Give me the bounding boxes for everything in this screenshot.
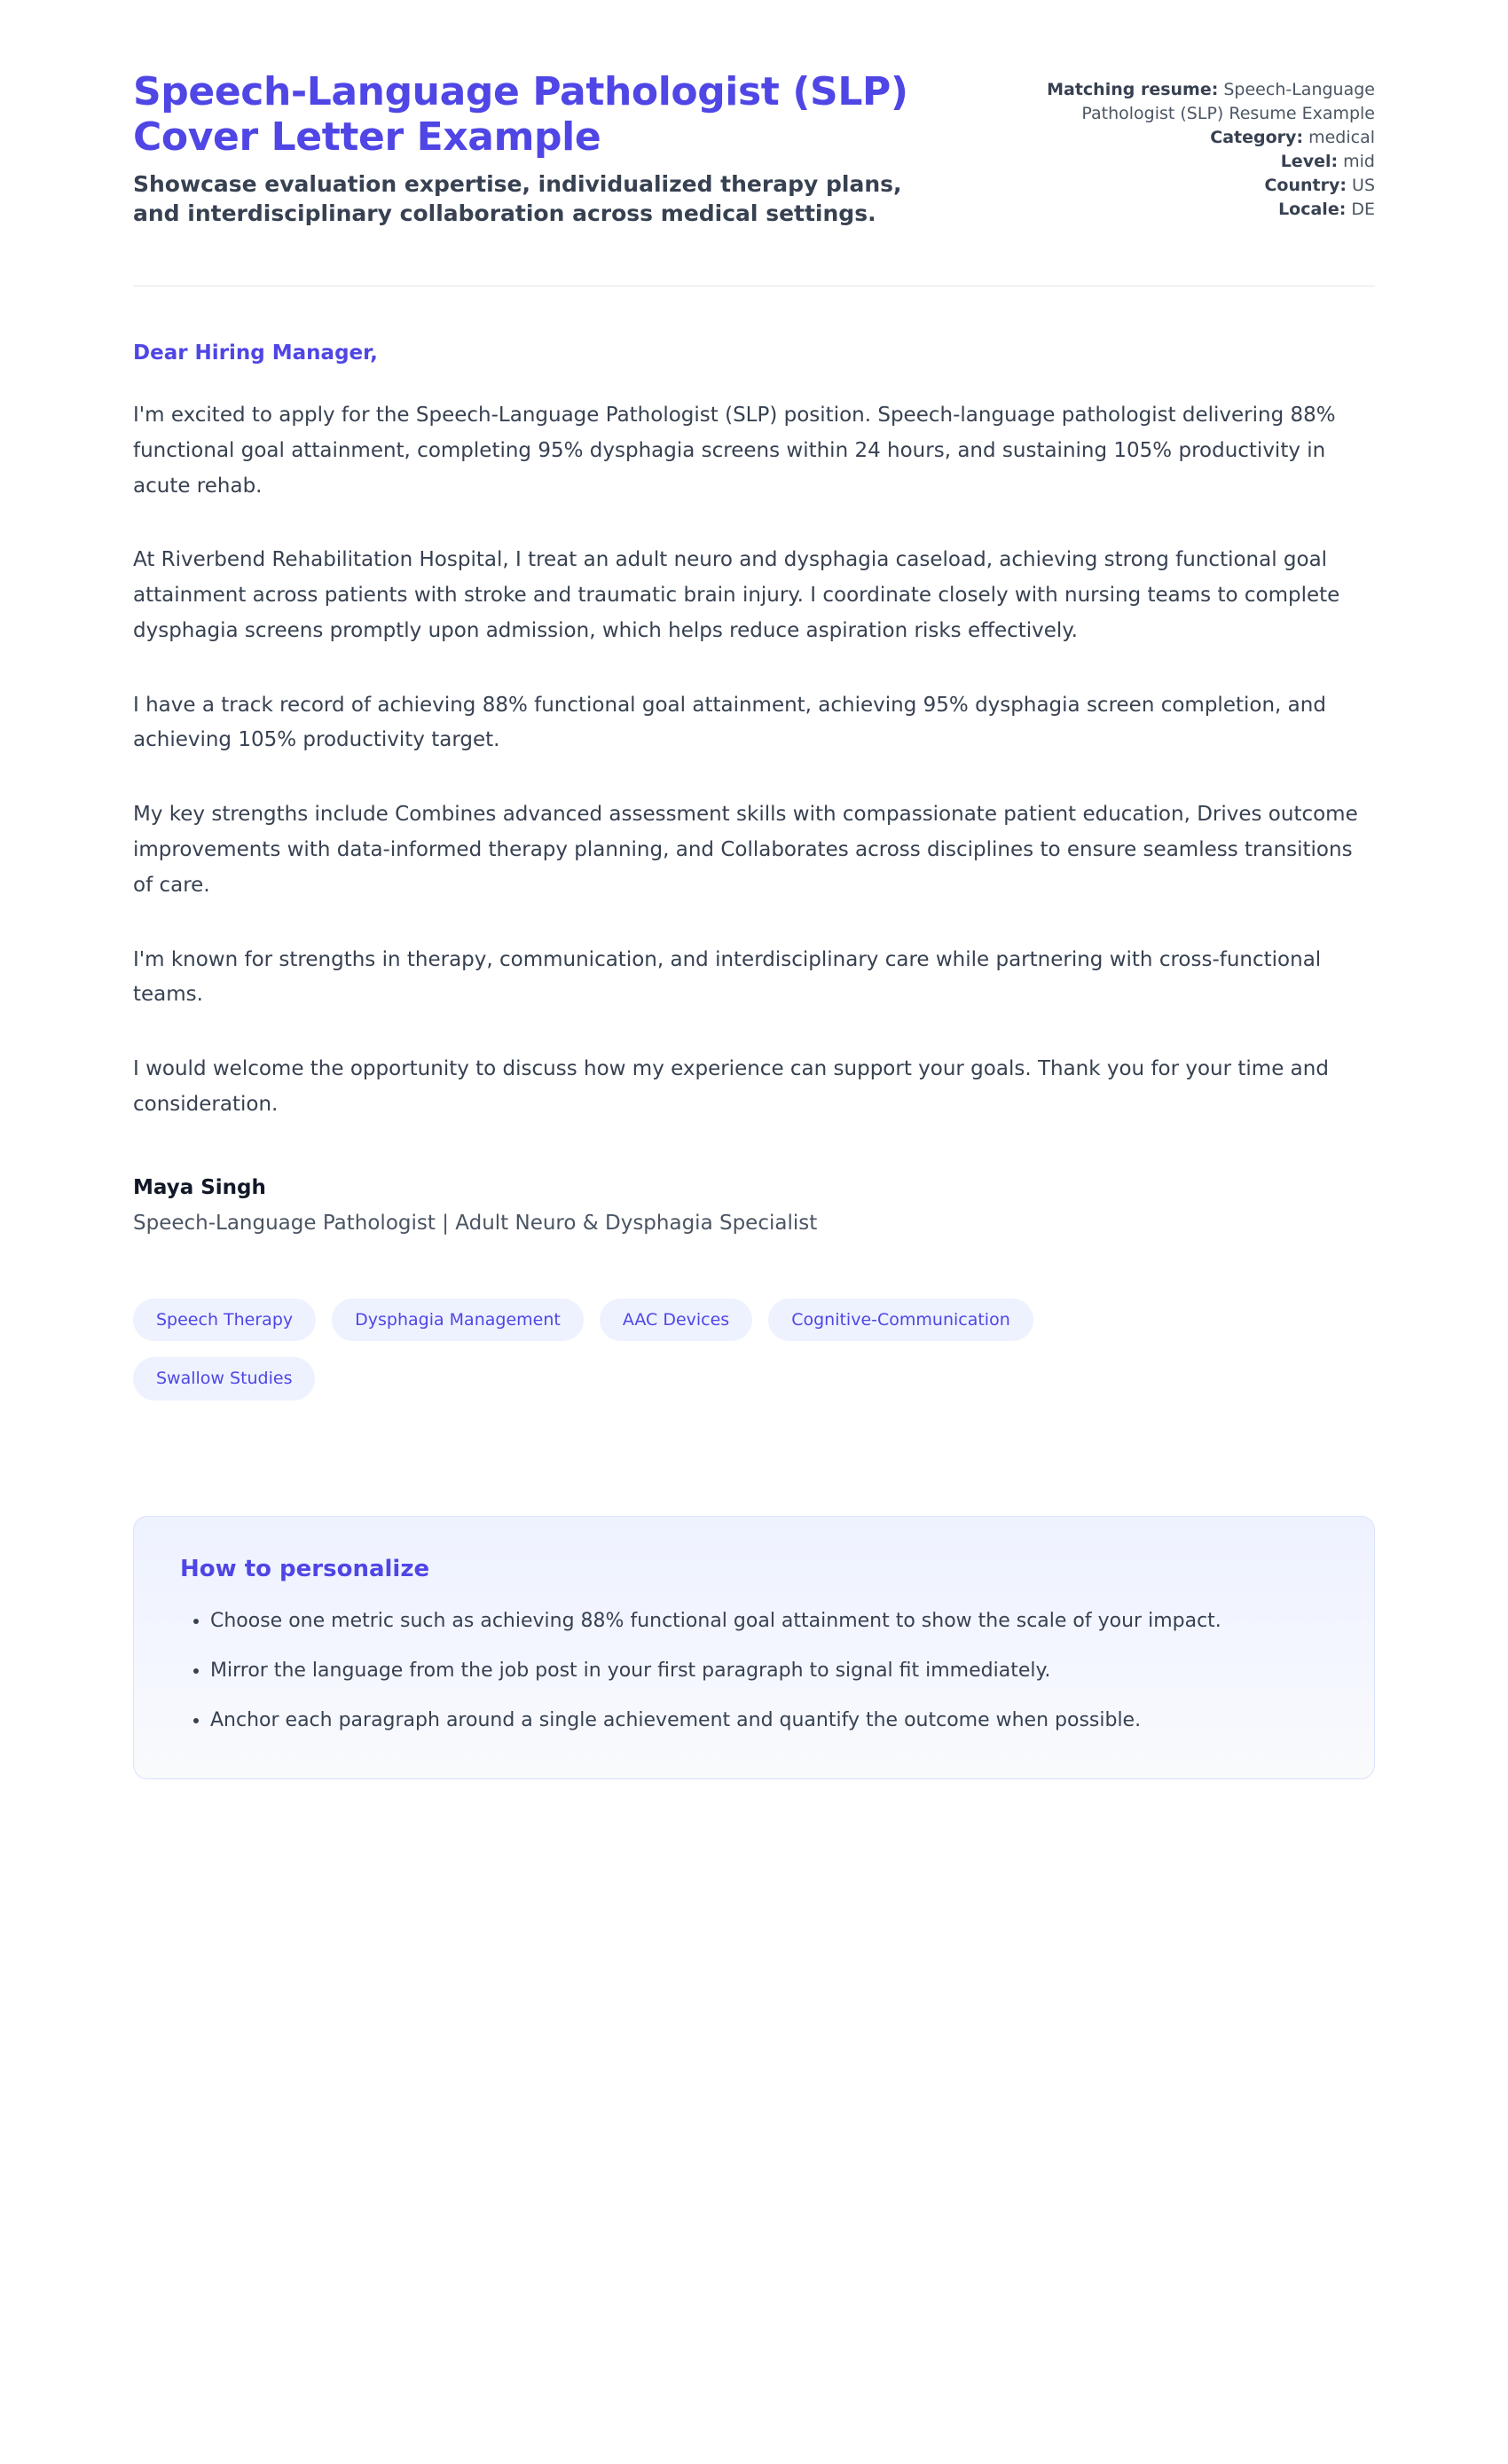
meta-row-level: [973, 150, 1375, 174]
letter-paragraph: I have a track record of achieving 88% functional goal attainment, achieving 95% dysphagia screen completion, and achieving 105% productivity target.: [133, 693, 1326, 752]
meta-label-matching-resume: Matching resume:: [1047, 80, 1219, 99]
meta-label-country: Country:: [1264, 175, 1347, 195]
meta-value-category: medical: [1308, 127, 1375, 147]
letter-paragraph: I'm known for strengths in therapy, communication, and interdisciplinary care while partnering with cross-functional teams.: [133, 947, 1322, 1007]
meta-value-matching-resume: Speech-Language Pathologist (SLP) Resume Example: [1081, 80, 1375, 123]
page-title: Speech-Language Pathologist (SLP) Cover Letter Example: [133, 69, 908, 161]
meta-row-locale: [973, 198, 1375, 222]
skill-tag-list: [133, 1299, 1224, 1401]
signer-name: Maya Singh: [133, 1175, 266, 1199]
document-header: [133, 69, 1375, 229]
letter-paragraph: I would welcome the opportunity to discuss how my experience can support your goals. Thank you for your time and consideration.: [133, 1057, 1329, 1116]
meta-label-category: Category:: [1210, 127, 1304, 147]
letter-paragraph: My key strengths include Combines advanced assessment skills with compassionate patient education, Drives outcome improvements with data-informed therapy planning, and Collaborates across disciplines to ensure seamless transitions of care.: [133, 803, 1358, 897]
skill-tag[interactable]: Dysphagia Management: [332, 1299, 584, 1342]
meta-value-country: US: [1352, 175, 1375, 195]
header-text-block: [133, 69, 938, 229]
skill-tag[interactable]: AAC Devices: [600, 1299, 752, 1342]
meta-row-country: [973, 174, 1375, 198]
meta-row-matching-resume: [973, 78, 1375, 126]
salutation: Dear Hiring Manager,: [133, 341, 378, 365]
meta-value-level: mid: [1343, 151, 1375, 171]
callout-list-item: • Choose one metric such as achieving 88% functional goal attainment to show the scale of your impact.: [210, 1605, 1328, 1637]
meta-value-locale: DE: [1351, 199, 1375, 219]
document-meta: [973, 69, 1375, 222]
signer-role: Speech-Language Pathologist | Adult Neuro & Dysphagia Specialist: [133, 1211, 818, 1235]
skill-tag[interactable]: Swallow Studies: [133, 1357, 315, 1401]
signature-block: [133, 1176, 1375, 1235]
skill-tag[interactable]: Cognitive-Communication: [768, 1299, 1033, 1342]
meta-label-level: Level:: [1280, 151, 1339, 171]
meta-row-category: [973, 126, 1375, 150]
callout-list: [180, 1605, 1328, 1736]
how-to-personalize-callout: [133, 1516, 1375, 1779]
page-subtitle: Showcase evaluation expertise, individualized therapy plans, and interdisciplinary collaboration across medical settings.: [133, 170, 902, 227]
callout-list-item: • Mirror the language from the job post in your first paragraph to signal fit immediately.: [210, 1655, 1328, 1687]
cover-letter-body: [133, 286, 1375, 1235]
callout-title: How to personalize: [180, 1556, 430, 1583]
callout-list-item: • Anchor each paragraph around a single achievement and quantify the outcome when possible.: [210, 1705, 1328, 1737]
skill-tag[interactable]: Speech Therapy: [133, 1299, 316, 1342]
meta-label-locale: Locale:: [1278, 199, 1347, 219]
letter-paragraph: At Riverbend Rehabilitation Hospital, I treat an adult neuro and dysphagia caseload, achieving strong functional goal attainment across patients with stroke and traumatic brain injury. I coordinate closely with nursing teams to complete dysphagia screens promptly upon admission, which helps reduce aspiration risks effectively.: [133, 548, 1340, 642]
letter-paragraph: I'm excited to apply for the Speech-Language Pathologist (SLP) position. Speech-language pathologist delivering 88% functional goal attainment, completing 95% dysphagia screens within 24 hours, and sustaining 105% productivity in acute rehab.: [133, 403, 1336, 498]
